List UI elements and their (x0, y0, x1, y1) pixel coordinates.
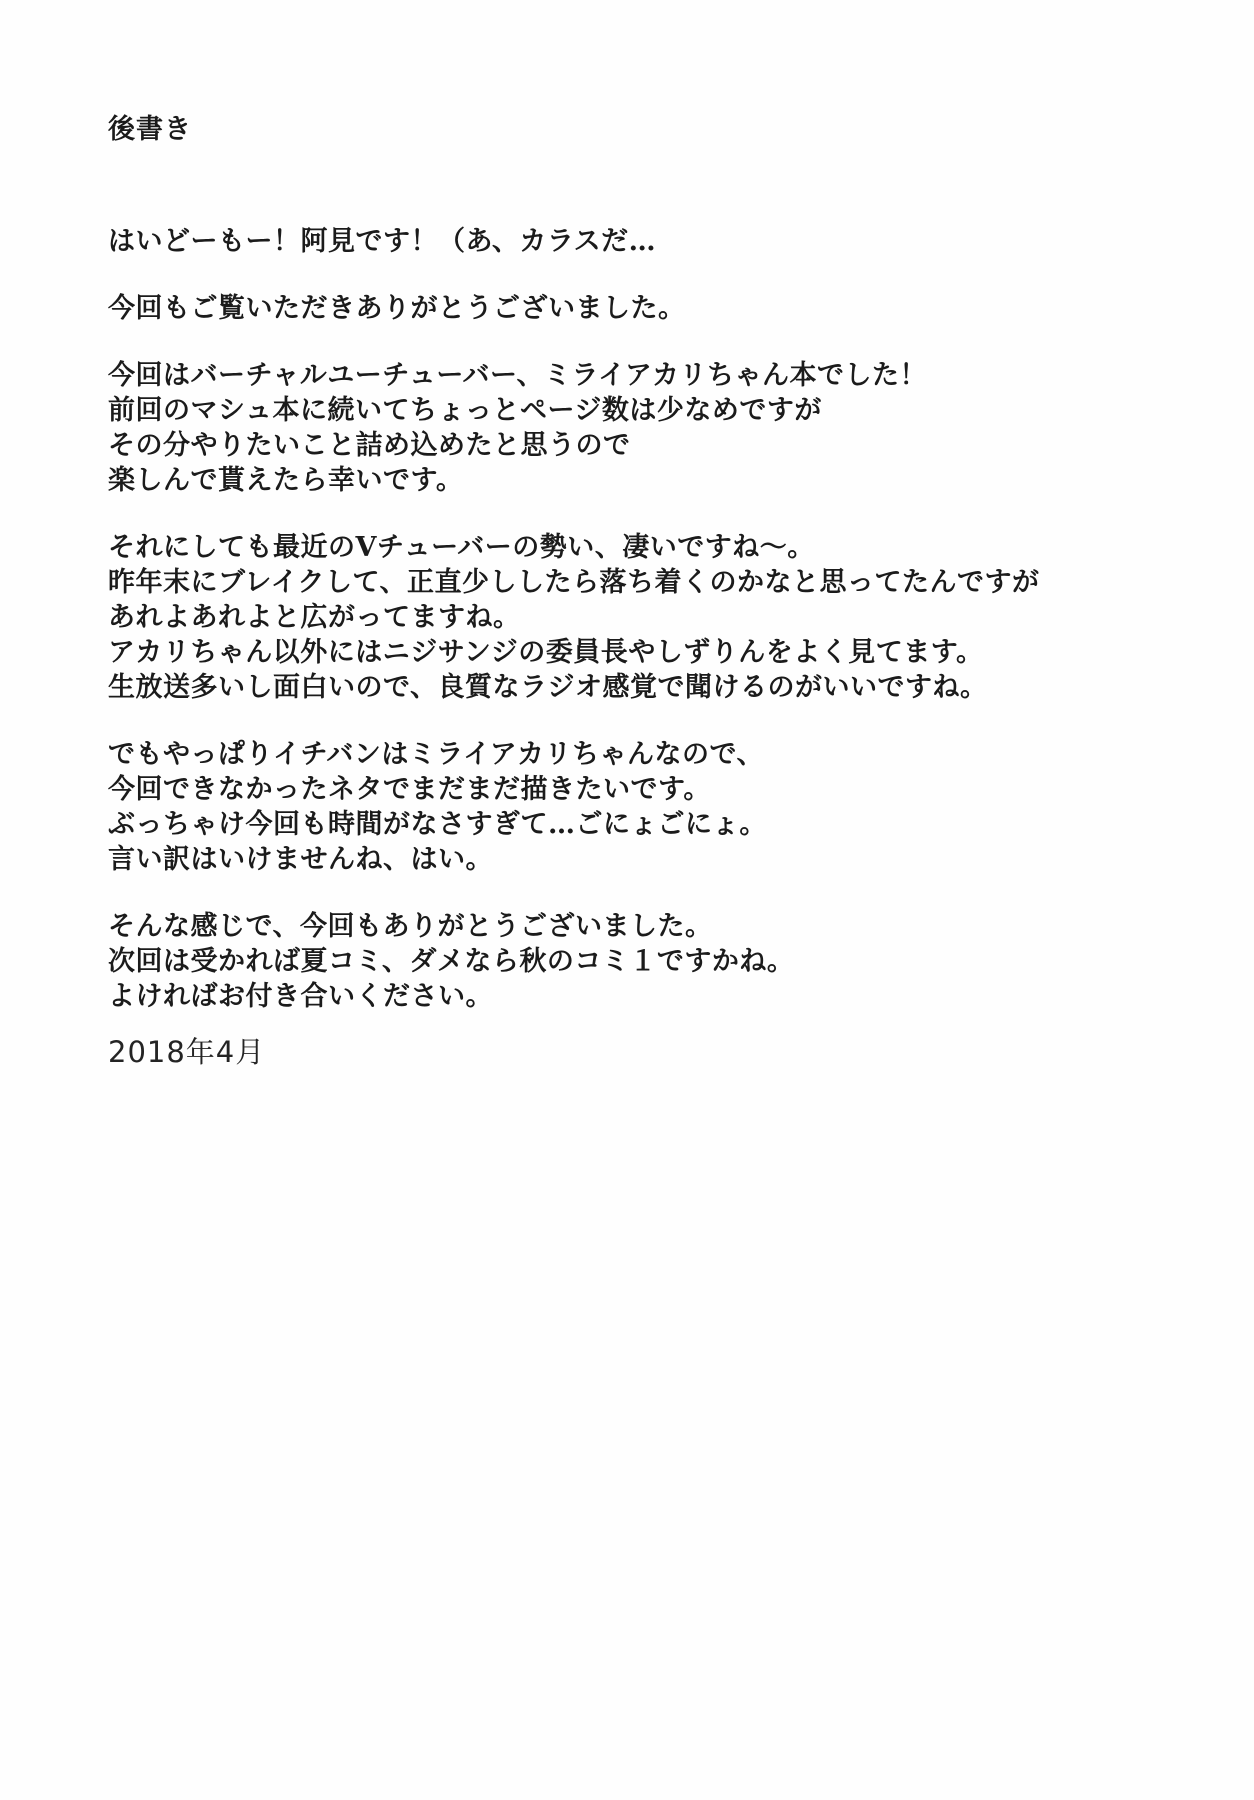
afterword-line: あれよあれよと広がってますね。 (108, 602, 521, 633)
afterword-line: アカリちゃん以外にはニジサンジの委員長やしずりんをよく見てます。 (108, 637, 984, 668)
afterword-line: 生放送多いし面白いので、良質なラジオ感覚で聞けるのがいいですね。 (108, 672, 988, 703)
afterword-body (108, 224, 1148, 1014)
afterword-text-block (108, 112, 1148, 1070)
afterword-line: それにしても最近のVチューバーの勢い、凄いですね～。 (108, 532, 815, 563)
afterword-line: 今回もご覧いただきありがとうございました。 (108, 293, 686, 324)
afterword-paragraph (108, 224, 1148, 259)
afterword-line: 昨年末にブレイクして、正直少ししたら落ち着くのかなと思ってたんですが (108, 567, 1040, 598)
afterword-line: その分やりたいこと詰め込めたと思うので (108, 430, 631, 461)
afterword-line: 今回はバーチャルユーチューバー、ミライアカリちゃん本でした！ (108, 360, 928, 391)
afterword-date: 2018年4月 (108, 1035, 266, 1069)
afterword-line: 次回は受かれば夏コミ、ダメなら秋のコミ１ですかね。 (108, 946, 795, 977)
afterword-paragraph (108, 291, 1148, 326)
afterword-paragraph (108, 909, 1148, 1014)
afterword-line: よければお付き合いください。 (108, 981, 493, 1012)
afterword-paragraph (108, 530, 1148, 705)
afterword-line: はいどーもー！阿見です！（あ、カラスだ… (108, 226, 657, 257)
afterword-line: 言い訳はいけませんね、はい。 (108, 844, 493, 875)
afterword-line: ぶっちゃけ今回も時間がなさすぎて…ごにょごにょ。 (108, 809, 767, 840)
afterword-line: そんな感じで、今回もありがとうございました。 (108, 911, 713, 942)
afterword-line: 楽しんで貰えたら幸いです。 (108, 465, 464, 496)
afterword-line: 今回できなかったネタでまだまだ描きたいです。 (108, 774, 711, 805)
afterword-line: 前回のマシュ本に続いてちょっとページ数は少なめですが (108, 395, 822, 426)
afterword-paragraph (108, 737, 1148, 877)
afterword-line: でもやっぱりイチバンはミライアカリちゃんなので、 (108, 739, 764, 770)
afterword-title: 後書き (108, 114, 192, 145)
afterword-paragraph (108, 358, 1148, 498)
